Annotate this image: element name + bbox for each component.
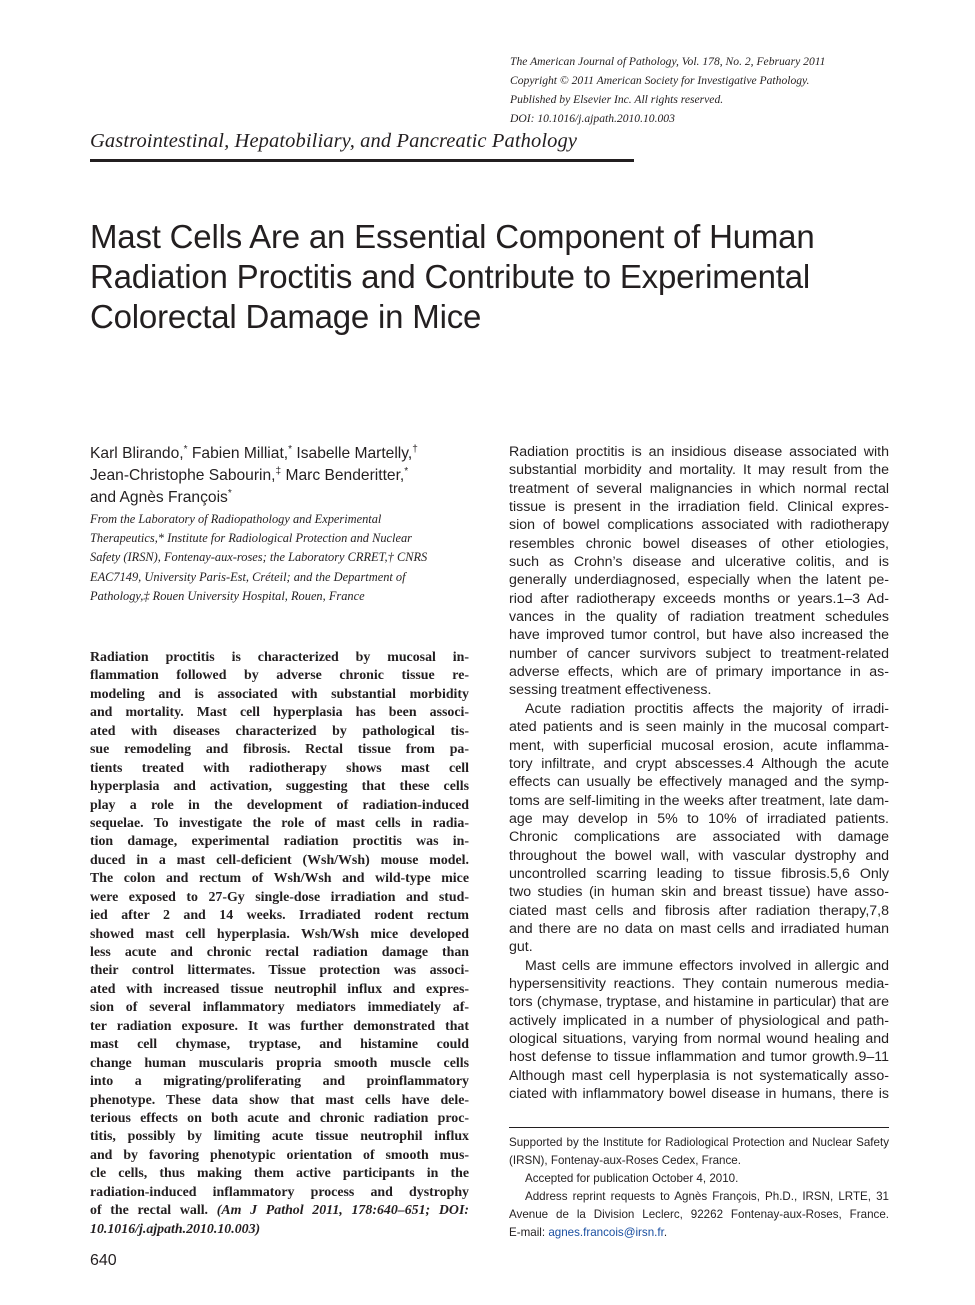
body-line: have improved tumor control, but have also increased the	[509, 627, 889, 644]
body-line: host defense to tissue inflammation and tumor growth.9–11	[509, 1049, 889, 1066]
author-name: and Agnès François	[90, 489, 228, 506]
email-line	[509, 1224, 889, 1242]
author-name: Fabien Milliat,	[191, 445, 289, 462]
author-line	[90, 465, 490, 487]
doi-line: DOI: 10.1016/j.ajpath.2010.10.003	[510, 112, 675, 125]
body-line: riod after radiotherapy exceeds months or years.1–3 Ad-	[509, 590, 889, 607]
abstract-line: hyperplasia and activation, suggesting that these cells	[90, 779, 469, 795]
support-note-line: Supported by the Institute for Radiological Protection and Nuclear Safety	[509, 1136, 889, 1149]
abstract-line: ied after 2 and 14 weeks. Irradiated rodent rectum	[90, 908, 469, 924]
affiliation-mark: *	[404, 465, 409, 477]
affiliation-line: Therapeutics,* Institute for Radiological Protection and Nuclear	[90, 531, 413, 546]
body-line: number of cancer survivors subject to treatment-related	[509, 645, 889, 662]
abstract-line: mast cell chymase, tryptase, and histamine could	[90, 1037, 469, 1053]
body-line: tissue is present in the irradiation field. Clinical expres-	[509, 499, 889, 516]
journal-citation: The American Journal of Pathology, Vol. 178, No. 2, February 2011	[510, 55, 826, 68]
affiliation-mark: *	[183, 443, 188, 455]
abstract-line: flammation followed by adverse chronic tissue re-	[90, 668, 469, 684]
body-line: tors (chymase, tryptase, and histamine in particular) that are	[509, 994, 889, 1011]
abstract-line: The colon and rectum of Wsh/Wsh and wild-type mice	[90, 871, 469, 887]
abstract	[90, 649, 469, 1239]
article-title	[90, 217, 910, 337]
page-number: 640	[90, 1252, 117, 1269]
body-line: ciated with inflammatory bowel disease in humans, there is	[509, 1086, 889, 1103]
abstract-line: terious effects on both acute and chronic radiation proc-	[90, 1110, 469, 1126]
author-line	[90, 443, 490, 465]
journal-info	[510, 52, 930, 128]
abstract-line: duced in a mast cell-deficient (Wsh/Wsh) mouse model.	[90, 852, 469, 868]
abstract-line: were exposed to 27-Gy single-dose irradiation and stud-	[90, 889, 469, 905]
abstract-line: play a role in the development of radiation-induced	[90, 797, 469, 813]
body-line: ological situations, varying from normal wound healing and	[509, 1031, 889, 1047]
abstract-line: ter radiation exposure. It was further demonstrated that	[90, 1018, 469, 1034]
abstract-line-text: of the rectal wall.	[90, 1203, 209, 1219]
body-line: generally underdiagnosed, especially when the latent pe-	[509, 572, 889, 589]
author-line	[90, 487, 490, 509]
email-suffix: .	[663, 1226, 668, 1239]
body-line: adverse effects, which are of primary importance in as-	[509, 664, 889, 681]
accepted-note: Accepted for publication October 4, 2010.	[525, 1172, 739, 1185]
body-line: age may develop in 5% to 10% of irradiated patients.	[509, 810, 889, 827]
abstract-line: radiation-induced inflammatory process and dystrophy	[90, 1184, 469, 1200]
author-name: Isabelle Martelly,	[296, 445, 413, 462]
body-text	[509, 443, 889, 1103]
body-line: sion of bowel complications associated with radiotherapy	[509, 517, 889, 534]
abstract-line: modeling and is associated with substantial morbidity	[90, 686, 469, 702]
abstract-line: change human muscularis propria smooth muscle cells	[90, 1055, 469, 1071]
affiliation-mark: †	[412, 443, 418, 455]
body-line: effects can usually be effectively managed and the symp-	[509, 774, 889, 791]
abstract-line: tients treated with radiotherapy shows mast cell	[90, 760, 469, 776]
abstract-line: and by favoring phenotypic orientation of smooth mus-	[90, 1147, 469, 1163]
body-line: hypersensitivity reactions. They contain numerous media-	[509, 975, 889, 992]
body-line: resembles chronic bowel diseases of other etiologies,	[509, 535, 889, 552]
body-line: gut.	[509, 939, 533, 956]
publisher-line: Published by Elsevier Inc. All rights reserved.	[510, 93, 724, 106]
title-line: Mast Cells Are an Essential Component of Human	[90, 218, 815, 255]
body-line: Although mast cell hyperplasia is not systematically asso-	[509, 1067, 889, 1084]
body-line: sessing treatment effectiveness.	[509, 682, 712, 699]
body-line: Mast cells are immune effectors involved in allergic and	[525, 957, 889, 974]
abstract-line: cle cells, thus making them active participants in the	[90, 1166, 469, 1182]
abstract-citation-doi: 10.1016/j.ajpath.2010.10.003)	[90, 1221, 261, 1237]
reprint-note-line: Address reprint requests to Agnès François, Ph.D., IRSN, LRTE, 31	[525, 1190, 889, 1203]
support-note-line: (IRSN), Fontenay-aux-Roses Cedex, France.	[509, 1154, 741, 1167]
reprint-note-line: Avenue de la Division Leclerc, 92262 Fontenay-aux-Roses, France.	[509, 1208, 889, 1221]
body-line: Acute radiation proctitis affects the majority of irradi-	[525, 700, 889, 717]
abstract-line: sion of several inflammatory mediators immediately af-	[90, 1000, 469, 1016]
abstract-line: showed mast cell hyperplasia. Wsh/Wsh mice developed	[90, 926, 469, 942]
affiliation-mark: *	[227, 487, 232, 499]
section-heading: Gastrointestinal, Hepatobiliary, and Pancreatic Pathology	[90, 130, 578, 152]
abstract-line: ated with diseases characterized by pathological tis-	[90, 723, 469, 739]
footnotes	[509, 1134, 889, 1242]
body-line: Radiation proctitis is an insidious disease associated with	[509, 444, 889, 460]
body-line: actively implicated in a number of physiological and path-	[509, 1012, 889, 1029]
affiliation-line: Safety (IRSN), Fontenay-aux-roses; the Laboratory CRRET,† CNRS	[90, 550, 428, 565]
abstract-line: Radiation proctitis is characterized by mucosal in-	[90, 650, 469, 665]
body-line: vances in the quality of radiation treatment schedules	[509, 609, 889, 626]
body-line: toms are self-limiting in the weeks after treatment, late dam-	[509, 792, 889, 809]
affiliation-mark: ‡	[275, 465, 282, 477]
footnote-rule	[509, 1127, 889, 1128]
title-line: Radiation Proctitis and Contribute to Experimental	[90, 258, 811, 295]
affiliation-mark: *	[288, 443, 293, 455]
abstract-line: sequelae. To investigate the role of mast cells in radia-	[90, 815, 469, 831]
body-line: ciated mast cells and fibrosis after radiation therapy,7,8	[509, 902, 889, 919]
body-line: ated patients and is seen mainly in the mucosal compart-	[509, 719, 889, 736]
body-line: tory infiltrate, and crypt abscesses.4 Although the acute	[509, 755, 889, 772]
title-line: Colorectal Damage in Mice	[90, 298, 482, 335]
email-label: E-mail:	[509, 1226, 546, 1239]
affiliation-line: EAC7149, University Paris-Est, Créteil; and the Department of	[90, 569, 406, 584]
body-line: treatment of several malignancies in which normal rectal	[509, 480, 889, 497]
abstract-line: less acute and chronic rectal radiation damage than	[90, 945, 469, 960]
abstract-line: sue remodeling and fibrosis. Rectal tissue from pa-	[90, 742, 469, 758]
abstract-line: into a migrating/proliferating and proinflammatory	[90, 1074, 469, 1090]
body-line: such as Crohn’s disease and ulcerative colitis, and is	[509, 554, 889, 571]
affiliation-line: Pathology,‡ Rouen University Hospital, Rouen, France	[90, 588, 365, 603]
abstract-citation: (Am J Pathol 2011, 178:640–651; DOI:	[216, 1203, 469, 1219]
body-line: throughout the bowel wall, with vascular dystrophy and	[509, 847, 889, 864]
abstract-line	[90, 1202, 469, 1220]
author-list	[90, 443, 490, 509]
author-name: Jean-Christophe Sabourin,	[90, 467, 276, 484]
affiliations	[90, 510, 470, 606]
copyright-line: Copyright © 2011 American Society for Investigative Pathology.	[510, 74, 810, 87]
abstract-line: their control littermates. Tissue protection was associ-	[90, 963, 469, 979]
body-line: ment, with superficial mucosal erosion, acute inflamma-	[509, 737, 889, 754]
affiliation-line: From the Laboratory of Radiopathology and Experimental	[90, 512, 382, 526]
author-name: Marc Benderitter,	[285, 467, 405, 484]
abstract-line: and mortality. Mast cell hyperplasia has been associ-	[90, 705, 469, 721]
author-name: Karl Blirando,	[90, 445, 184, 462]
body-line: substantial morbidity and mortality. It may result from the	[509, 462, 889, 479]
body-line: uncontrolled scarring leading to tissue fibrosis.5,6 Only	[509, 865, 889, 882]
abstract-line: ated with increased tissue neutrophil influx and expres-	[90, 981, 469, 997]
abstract-line: titis, possibly by limiting acute tissue neutrophil influx	[90, 1129, 469, 1145]
body-line: Chronic complications are associated with damage	[509, 829, 889, 846]
section-rule	[90, 159, 634, 162]
body-line: two studies (in human skin and breast tissue) have asso-	[509, 884, 889, 901]
abstract-line: tion damage, experimental radiation proctitis was in-	[90, 834, 469, 850]
abstract-line: phenotype. These data show that mast cells have dele-	[90, 1092, 469, 1108]
email-link[interactable]: agnes.francois@irsn.fr	[548, 1226, 664, 1239]
body-line: and there are no data on mast cells and irradiated human	[509, 920, 889, 937]
